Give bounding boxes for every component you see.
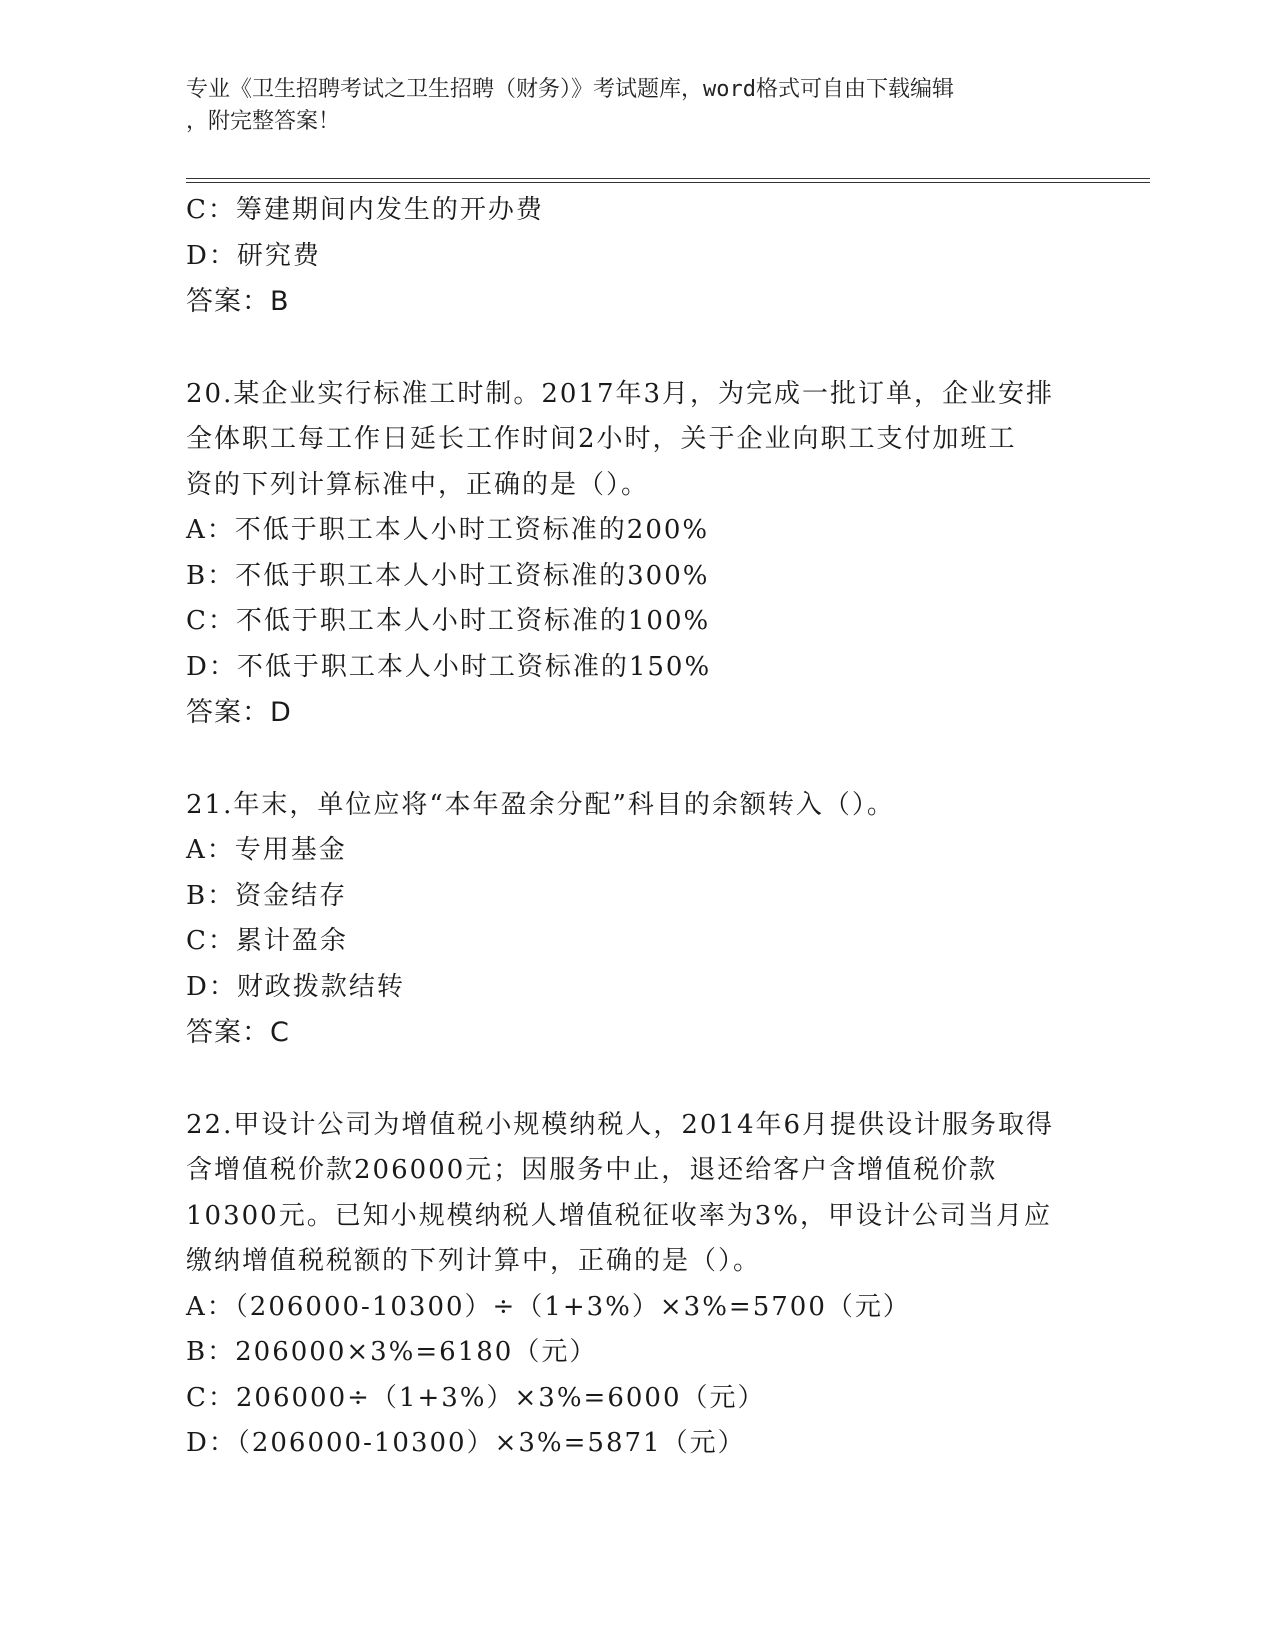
header-divider-bottom bbox=[186, 182, 1150, 183]
option-c: C：筹建期间内发生的开办费 bbox=[186, 195, 544, 225]
option-a: A：不低于职工本人小时工资标准的200% bbox=[186, 515, 710, 545]
header-line-2: ，附完整答案！ bbox=[186, 109, 341, 134]
answer-line: 答案：C bbox=[186, 1017, 290, 1048]
header-line-1: 专业《卫生招聘考试之卫生招聘（财务）》考试题库，word格式可自由下载编辑 bbox=[186, 77, 954, 102]
answer-line: 答案：D bbox=[186, 697, 292, 728]
option-a: A：专用基金 bbox=[186, 835, 347, 865]
question-stem-line: 21.年末，单位应将“本年盈余分配”科目的余额转入（）。 bbox=[186, 789, 895, 820]
header-divider-top bbox=[186, 178, 1150, 179]
question-21 bbox=[186, 783, 1086, 1056]
option-b: B：资金结存 bbox=[186, 880, 348, 911]
option-b: B：206000×3%=6180（元） bbox=[186, 1337, 598, 1367]
question-list bbox=[186, 188, 1086, 1467]
option-d: D：（206000-10300）×3%=5871（元） bbox=[186, 1428, 746, 1458]
question-stem-line: 缴纳增值税税额的下列计算中，正确的是（）。 bbox=[186, 1246, 762, 1276]
option-c: C：累计盈余 bbox=[186, 926, 348, 956]
question-20 bbox=[186, 372, 1086, 736]
option-c: C：206000÷（1+3%）×3%=6000（元） bbox=[186, 1382, 766, 1413]
question-stem-line: 22.甲设计公司为增值税小规模纳税人，2014年6月提供设计服务取得 bbox=[186, 1109, 1055, 1140]
prev-question-block bbox=[186, 188, 1086, 325]
option-d: D：不低于职工本人小时工资标准的150% bbox=[186, 651, 712, 682]
option-c: C：不低于职工本人小时工资标准的100% bbox=[186, 606, 711, 636]
option-d: D：财政拨款结转 bbox=[186, 971, 405, 1002]
answer-line: 答案：B bbox=[186, 286, 290, 317]
question-stem-line: 含增值税价款206000元；因服务中止，退还给客户含增值税价款 bbox=[186, 1155, 998, 1185]
document-header bbox=[186, 74, 1086, 138]
question-22 bbox=[186, 1103, 1086, 1467]
question-stem-line: 10300元。已知小规模纳税人增值税征收率为3%，甲设计公司当月应 bbox=[186, 1200, 1052, 1231]
question-stem-line: 全体职工每工作日延长工作时间2小时，关于企业向职工支付加班工 bbox=[186, 424, 1017, 454]
option-a: A：（206000-10300）÷（1+3%）×3%=5700（元） bbox=[186, 1291, 911, 1322]
option-d: D：研究费 bbox=[186, 240, 321, 271]
question-stem-line: 20.某企业实行标准工时制。2017年3月，为完成一批订单，企业安排 bbox=[186, 378, 1055, 409]
option-b: B：不低于职工本人小时工资标准的300% bbox=[186, 560, 710, 591]
question-stem-line: 资的下列计算标准中，正确的是（）。 bbox=[186, 469, 650, 500]
